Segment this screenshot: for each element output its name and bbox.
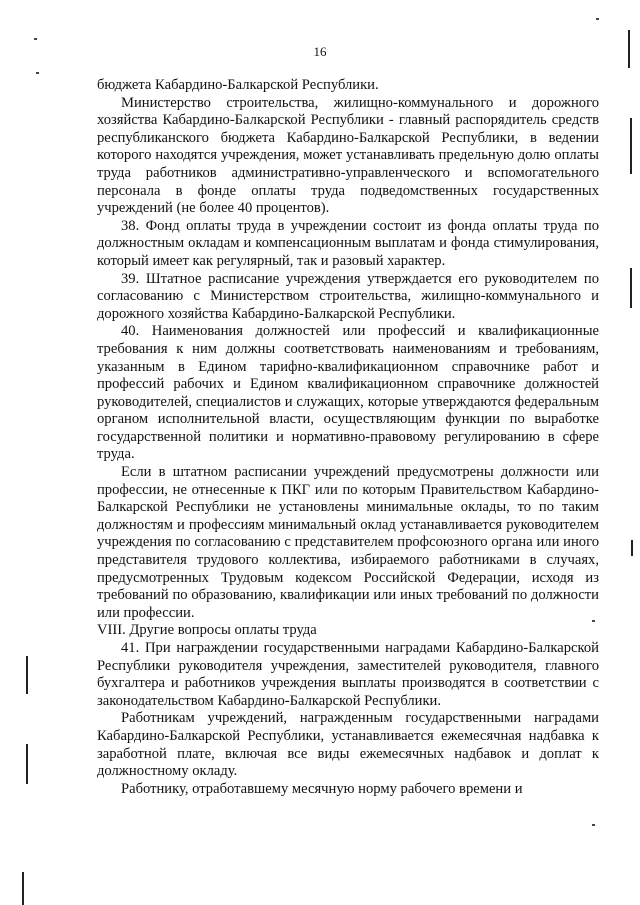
section-heading: VIII. Другие вопросы оплаты труда bbox=[97, 622, 317, 639]
scan-speck bbox=[592, 620, 595, 622]
paragraph-continuation: бюджета Кабардино-Балкарской Республики. bbox=[97, 77, 379, 93]
scan-edge-mark bbox=[22, 872, 24, 905]
scan-speck bbox=[596, 18, 599, 20]
scan-edge-mark bbox=[630, 268, 632, 308]
paragraph-39: 39. Штатное расписание учреждения утверждается его руководителем по согласованию с Министерством строительства, жилищно-коммунального и дорожного хозяйства Кабардино-Балкарской Республики. bbox=[97, 270, 599, 322]
paragraph-worked-norm: Работнику, отработавшему месячную норму рабочего времени и bbox=[121, 780, 523, 797]
scan-edge-mark bbox=[630, 118, 632, 174]
scan-speck bbox=[34, 38, 37, 40]
paragraph-40: 40. Наименования должностей или профессий и квалификационные требования к ним должны соответствовать наименованиям и требованиям, указанным в Едином тарифно-квалификационном справочнике работ и профессий рабочих и Едином квалификационном справочнике должностей руководителей, специалистов и служащих, которые утверждаются федеральным органом исполнительной власти, осуществляющим функции по выработке государственной политики и нормативно-правовому регулированию в сфере труда. bbox=[97, 323, 599, 463]
scan-speck bbox=[592, 824, 595, 826]
document-body bbox=[97, 77, 599, 798]
scan-edge-mark bbox=[26, 656, 28, 694]
paragraph-staffing-salaries: Если в штатном расписании учреждений предусмотрены должности или профессии, не отнесенные к ПКГ или по которым Правительством Кабардино-Балкарской Республики не установлены минимальные оклады, то по таким должностям и профессиям минимальный оклад устанавливается руководителем учреждения по согласованию с представителем профсоюзного органа или иного представителя трудового коллектива, избираемого работниками в случаях, предусмотренных Трудовым кодексом Российской Федерации, исходя из требований по образованию, квалификации или иных требований по должности или профессии. bbox=[97, 464, 599, 621]
scan-speck bbox=[36, 72, 39, 74]
scan-edge-mark bbox=[628, 30, 630, 68]
scan-edge-mark bbox=[631, 540, 633, 556]
paragraph-awards-bonus: Работникам учреждений, награжденным государственными наградами Кабардино-Балкарской Республики, устанавливается ежемесячная надбавка к заработной плате, включая все виды ежемесячных надбавок и доплат к должностному окладу. bbox=[97, 710, 599, 780]
paragraph-41: 41. При награждении государственными наградами Кабардино-Балкарской Республики руководителя учреждения, заместителей руководителя, главного бухгалтера и работников учреждения выплаты производятся в соответствии с законодательством Кабардино-Балкарской Республики. bbox=[97, 640, 599, 709]
scan-edge-mark bbox=[26, 744, 28, 784]
paragraph-38: 38. Фонд оплаты труда в учреждении состоит из фонда оплаты труда по должностным окладам и компенсационным выплатам и фонда стимулирования, который имеет как регулярный, так и разовый характер. bbox=[97, 217, 599, 269]
page-number: 16 bbox=[313, 44, 327, 59]
paragraph-ministry-limit: Министерство строительства, жилищно-коммунального и дорожного хозяйства Кабардино-Балкарской Республики - главный распорядитель средств республиканского бюджета Кабардино-Балкарской Республики, в ведении которого находятся учреждения, может устанавливать предельную долю оплаты труда работников административно-управленческого и вспомогательного персонала в фонде оплаты труда подведомственных государственных учреждений (не более 40 процентов). bbox=[97, 94, 599, 217]
